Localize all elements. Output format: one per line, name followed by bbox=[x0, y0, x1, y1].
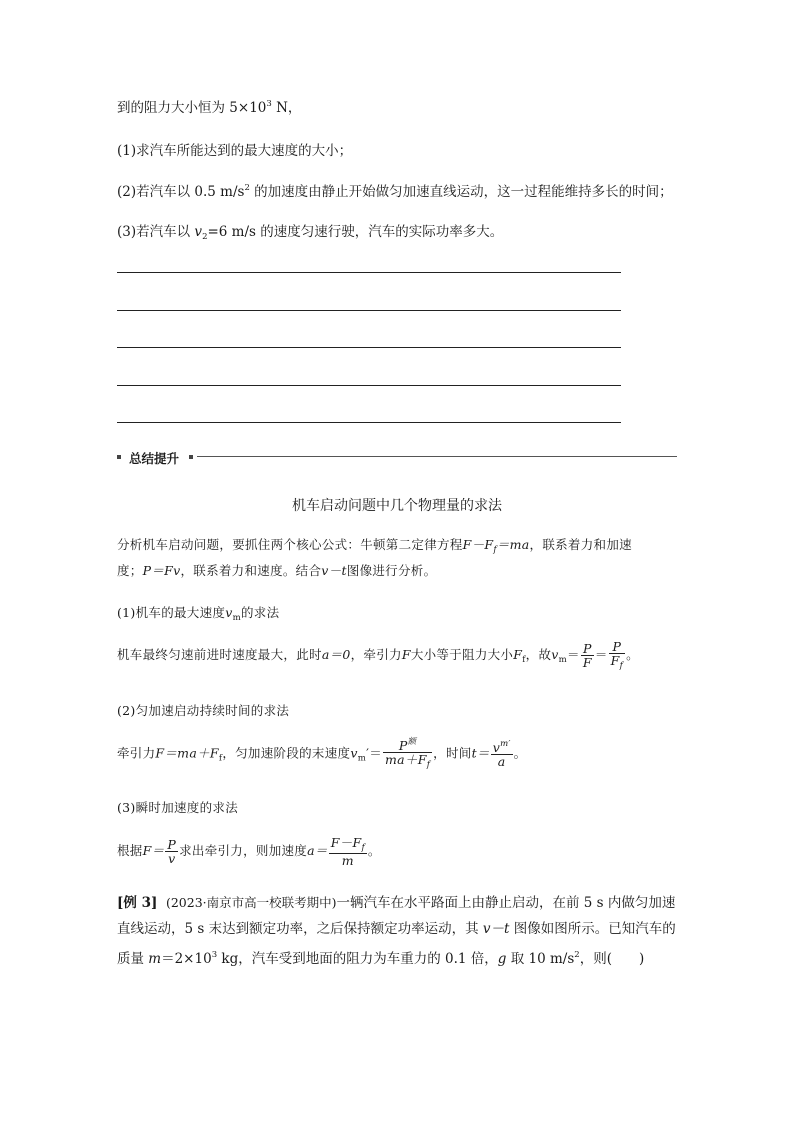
bullet-icon bbox=[189, 455, 193, 459]
denominator bbox=[383, 752, 432, 770]
numerator-text: F－F bbox=[330, 835, 362, 850]
formula: a＝ bbox=[307, 843, 328, 859]
example-label: [例 3] bbox=[117, 895, 158, 911]
subsection-text: 的求法 bbox=[240, 605, 280, 620]
subscript: f bbox=[493, 545, 497, 555]
formula: P＝Fv bbox=[142, 563, 181, 578]
subscript: m bbox=[558, 655, 568, 666]
answer-line-1[interactable] bbox=[117, 272, 621, 273]
subsection-text: (1)机车的最大速度 bbox=[117, 605, 226, 620]
denominator: v bbox=[165, 851, 178, 865]
fraction-p-rated bbox=[383, 738, 432, 770]
denominator: a bbox=[491, 754, 513, 768]
subsection-1-body bbox=[117, 640, 639, 671]
section-divider bbox=[197, 456, 677, 457]
fraction-p-over-ff bbox=[609, 640, 625, 671]
summary-title: 机车启动问题中几个物理量的求法 bbox=[292, 498, 502, 514]
prime: ′ bbox=[366, 745, 370, 761]
subscript: f bbox=[522, 655, 526, 666]
body-text: 根据 bbox=[117, 843, 143, 859]
formula: v－t bbox=[321, 563, 347, 578]
problem-text: 到的阻力大小恒为 5×10 bbox=[117, 100, 267, 116]
formula: t＝ bbox=[471, 745, 490, 761]
summary-intro-line-1 bbox=[117, 535, 632, 555]
variable-v: v bbox=[225, 605, 233, 620]
example-text: ＝2×10 bbox=[161, 951, 212, 967]
variable-v: v bbox=[551, 647, 559, 663]
body-text: ，匀加速阶段的末速度 bbox=[222, 745, 351, 761]
answer-line-4[interactable] bbox=[117, 385, 621, 386]
exponent: 3 bbox=[266, 99, 272, 109]
period: 。 bbox=[513, 745, 527, 761]
variable-g: g bbox=[497, 951, 507, 967]
body-text: ，时间 bbox=[433, 745, 472, 761]
answer-line-3[interactable] bbox=[117, 347, 621, 348]
subscript: 2 bbox=[202, 232, 208, 242]
question-3 bbox=[117, 220, 503, 242]
variable-m: m bbox=[144, 951, 162, 967]
period: 。 bbox=[626, 647, 639, 663]
example-source: (2023·南京市高一校联考期中) bbox=[165, 895, 337, 910]
bullet-icon bbox=[117, 455, 121, 459]
body-text: 牵引力 bbox=[117, 745, 156, 761]
body-text: 机车最终匀速前进时速度最大，此时 bbox=[117, 647, 322, 663]
denominator: m bbox=[329, 853, 367, 867]
intro-text: 度； bbox=[117, 563, 143, 578]
subsection-3-body bbox=[117, 836, 381, 867]
exponent: 3 bbox=[211, 950, 218, 960]
question-3-text: =6 m/s 的速度匀速行驶，汽车的实际功率多大。 bbox=[207, 224, 504, 240]
intro-text: 分析机车启动问题，要抓住两个核心公式：牛顿第二定律方程 bbox=[117, 537, 463, 552]
fraction-vm-over-a bbox=[491, 740, 513, 768]
formula: v－t bbox=[478, 921, 514, 937]
exponent: 2 bbox=[574, 950, 580, 960]
superscript: m′ bbox=[500, 738, 511, 749]
numerator: P bbox=[582, 640, 592, 656]
subsection-1-title bbox=[117, 603, 279, 623]
fraction-p-over-f bbox=[581, 642, 594, 669]
body-text: 求出牵引力，则加速度 bbox=[179, 843, 308, 859]
example-text: ，则( ) bbox=[579, 951, 645, 967]
subsection-3-title: (3)瞬时加速度的求法 bbox=[117, 800, 239, 815]
period: 。 bbox=[367, 843, 381, 859]
subsection-2-title: (2)匀加速启动持续时间的求法 bbox=[117, 703, 290, 718]
subscript: f bbox=[619, 661, 624, 672]
variable-F: F bbox=[401, 647, 411, 663]
exponent: 2 bbox=[244, 183, 250, 193]
subscript: f bbox=[361, 843, 365, 853]
body-text: 大小等于阻力大小 bbox=[410, 647, 514, 663]
question-2-text: (2)若汽车以 0.5 m/s bbox=[117, 184, 245, 200]
subsection-2-body bbox=[117, 738, 526, 770]
answer-line-5[interactable] bbox=[117, 422, 621, 423]
intro-text: ，联系着力和加速 bbox=[529, 537, 632, 552]
formula: a＝0 bbox=[321, 647, 351, 663]
superscript: 额 bbox=[407, 737, 417, 747]
fraction-acceleration bbox=[329, 836, 367, 867]
summary-intro-line-2 bbox=[117, 561, 436, 579]
example-3 bbox=[117, 890, 677, 972]
numerator bbox=[491, 740, 513, 754]
variable-F: F bbox=[513, 647, 523, 663]
summary-section-title: 总结提升 bbox=[129, 451, 180, 466]
equals: ＝ bbox=[594, 647, 608, 663]
numerator bbox=[329, 836, 367, 853]
numerator-text: P bbox=[398, 738, 408, 753]
subscript: f bbox=[426, 760, 431, 771]
formula: F＝ bbox=[142, 843, 165, 859]
problem-text: N， bbox=[271, 100, 302, 116]
variable-v: v bbox=[350, 745, 358, 761]
numerator-text: v bbox=[492, 739, 501, 755]
formula: ＝ma bbox=[496, 537, 530, 552]
question-2-text: 的加速度由静止开始做匀加速直线运动，这一过程能维持多长的时间； bbox=[249, 184, 673, 200]
numerator bbox=[383, 738, 432, 752]
question-3-text: (3)若汽车以 bbox=[117, 224, 195, 240]
summary-section-header bbox=[117, 449, 677, 465]
denominator bbox=[609, 653, 625, 671]
intro-text: ，联系着力和速度。结合 bbox=[180, 563, 322, 578]
example-text: kg，汽车受到地面的阻力为车重力的 0.1 倍， bbox=[217, 951, 498, 967]
example-text: 图像如图所示。已知汽车的质量 bbox=[117, 921, 676, 967]
formula: F＝ma＋F bbox=[155, 745, 219, 761]
denominator-text: F bbox=[610, 653, 620, 669]
problem-line-resistance bbox=[117, 96, 301, 116]
example-text: 取 10 m/s bbox=[506, 951, 575, 967]
variable-v: v bbox=[194, 224, 203, 240]
body-text: ，牵引力 bbox=[350, 647, 402, 663]
equals: ＝ bbox=[567, 647, 580, 663]
answer-line-2[interactable] bbox=[117, 310, 621, 311]
example-text: 一辆汽车在水平路面上由静止启动，在前 5 s 内做匀加速直线运动，5 s 末达到额定功率，之后保持额定功率运动，其 bbox=[117, 895, 676, 937]
numerator: P bbox=[612, 639, 622, 654]
equals: ＝ bbox=[369, 745, 383, 761]
question-1: (1)求汽车所能达到的最大速度的大小； bbox=[117, 143, 353, 159]
question-2 bbox=[117, 180, 673, 200]
denominator: F bbox=[582, 655, 592, 671]
formula: F－F bbox=[462, 537, 494, 552]
fraction-p-over-v bbox=[165, 838, 178, 865]
numerator: P bbox=[167, 836, 177, 852]
subscript: m bbox=[232, 613, 241, 623]
subscript: f bbox=[218, 753, 223, 764]
intro-text: 图像进行分析。 bbox=[346, 563, 437, 578]
subscript: m bbox=[357, 753, 367, 764]
body-text: ，故 bbox=[525, 647, 552, 663]
denominator-text: ma＋F bbox=[385, 752, 427, 768]
